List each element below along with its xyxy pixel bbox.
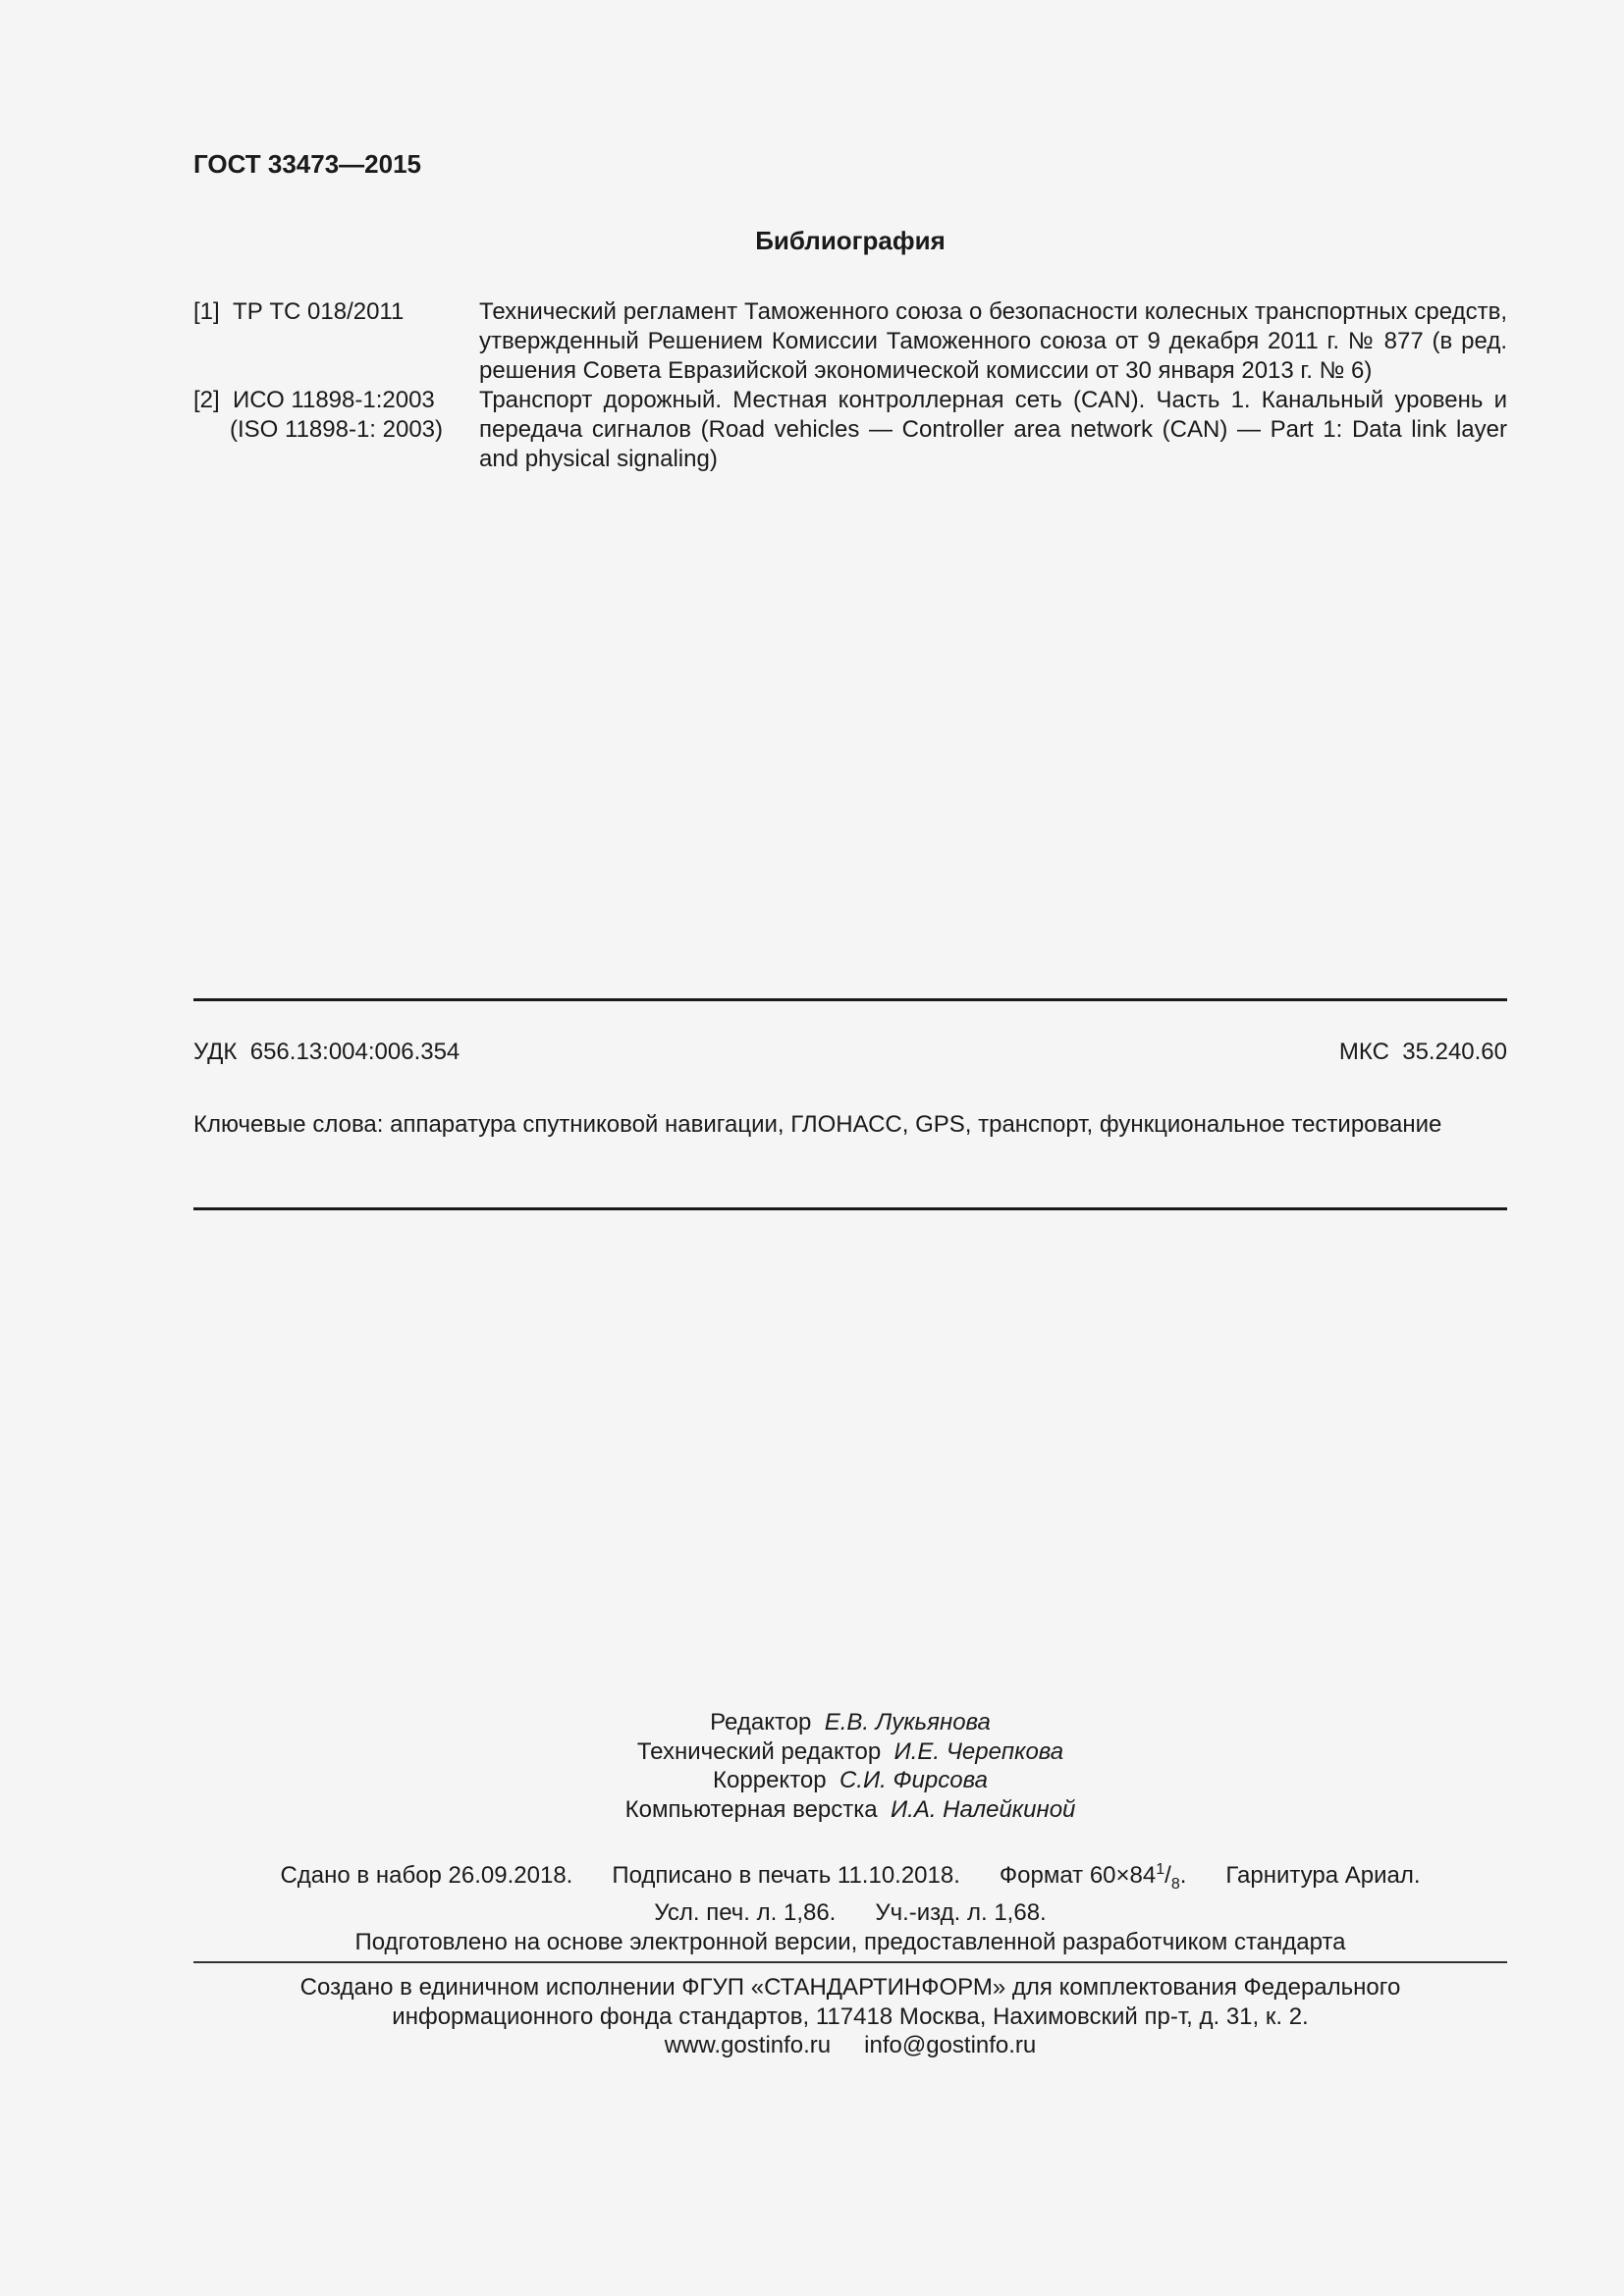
- keywords: Ключевые слова: аппаратура спутниковой навигации, ГЛОНАСС, GPS, транспорт, функциональное тестирование: [193, 1111, 1442, 1138]
- credit-line: Редактор Е.В. Лукьянова: [710, 1709, 991, 1735]
- document-header: ГОСТ 33473—2015: [193, 149, 421, 179]
- entry-reference: ИСО 11898-1:2003: [233, 387, 435, 413]
- udk-code: УДК 656.13:004:006.354: [193, 1039, 460, 1065]
- credit-line: Технический редактор И.Е. Черепкова: [636, 1737, 1064, 1765]
- credit-line: Компьютерная верстка И.А. Налейкиной: [624, 1795, 1076, 1823]
- bibliography-entry: [193, 297, 1507, 386]
- entry-text: Транспорт дорожный. Местная контроллерная сеть (CAN). Часть 1. Канальный уровень и передача сигналов (Road vehicles — Controller area network (CAN) — Part 1: Data link layer and physical signaling): [479, 387, 1507, 472]
- divider: [193, 998, 1507, 1001]
- entry-number: [1]: [193, 298, 220, 325]
- section-title: Библиография: [755, 226, 946, 255]
- footer: Создано в единичном исполнении ФГУП «СТАНДАРТИНФОРМ» для комплектования Федерального информационного фонда стандартов, 117418 Москва, Нахимовский пр-т, д. 31, к. 2. www.gostinfo.ru info@gostinfo.ru: [299, 1974, 1401, 2058]
- bibliography-list: [193, 297, 1507, 474]
- bibliography-entry: [193, 386, 1507, 474]
- entry-number: [2]: [193, 387, 220, 413]
- credit-line: Корректор С.И. Фирсова: [713, 1767, 988, 1793]
- divider: [193, 1961, 1507, 1963]
- entry-reference: ТР ТС 018/2011: [233, 298, 405, 325]
- credits: [193, 1708, 1507, 1824]
- imprint: Сдано в набор 26.09.2018. Подписано в печать 11.10.2018. Формат $60\times 84^1/_8$. Гарнитура Ариал. Усл. печ. л. 1,86. Уч.-изд. л. 1,68. Подготовлено на основе электронной версии, предоставленной разработчиком стандарта: [280, 1861, 1421, 1955]
- entry-reference-alt: (ISO 11898-1: 2003): [230, 416, 444, 443]
- entry-text: Технический регламент Таможенного союза о безопасности колесных транспортных средств, утвержденный Решением Комиссии Таможенного союза от 9 декабря 2011 г. № 877 (в ред. решения Совета Евразийской экономической комиссии от 30 января 2013 г. № 6): [479, 298, 1507, 384]
- email-link[interactable]: info@gostinfo.ru: [864, 2032, 1037, 2058]
- mks-code: МКС 35.240.60: [1338, 1039, 1507, 1065]
- divider: [193, 1207, 1507, 1210]
- website-link[interactable]: www.gostinfo.ru: [664, 2032, 832, 2058]
